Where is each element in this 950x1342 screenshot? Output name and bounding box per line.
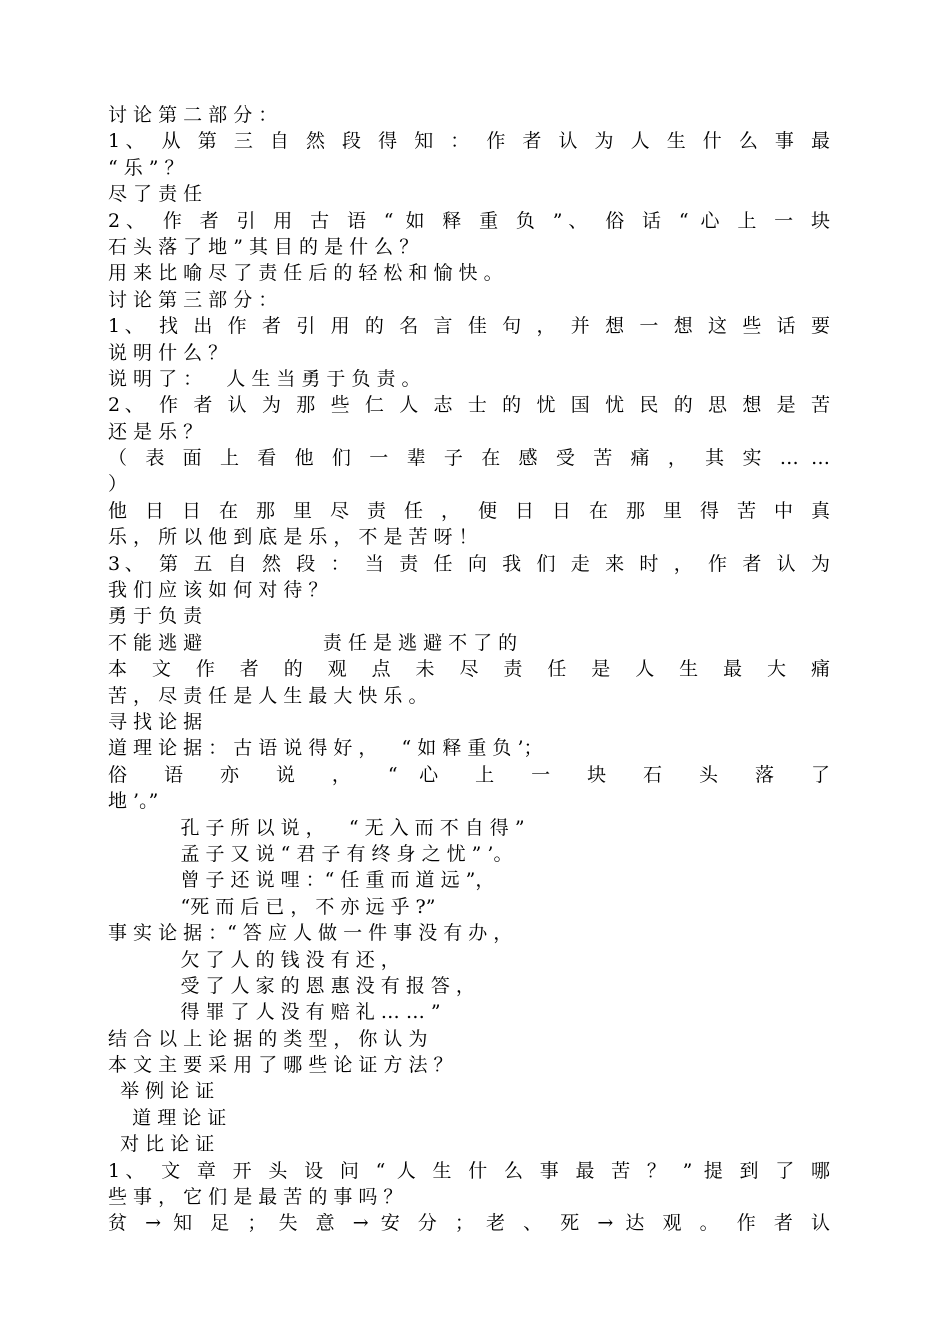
text-line: 欠 了 人 的 钱 没 有 还 ， — [108, 948, 400, 971]
text-line: 俗 语 亦 说 ， “ 心 上 一 块 石 头 落 了 — [108, 763, 830, 786]
text-line: 讨 论 第 二 部 分 ： — [108, 104, 278, 126]
text-line: 还 是 乐 ？ — [108, 420, 203, 443]
text-line: 得 罪 了 人 没 有 赔 礼 … … ” — [108, 1001, 441, 1024]
text-line: 对 比 论 证 — [108, 1133, 215, 1156]
document-body — [108, 102, 830, 1237]
text-line: 他 日 日 在 那 里 尽 责 任 ， 便 日 日 在 那 里 得 苦 中 真 — [108, 499, 830, 522]
text-line: 不 能 逃 避 责 任 是 逃 避 不 了 的 — [108, 631, 518, 654]
text-line: 2、 作 者 认 为 那 些 仁 人 志 士 的 忧 国 忧 民 的 思 想 是 苦 — [108, 394, 830, 417]
text-line: 些 事 ， 它 们 是 最 苦 的 事 吗 ？ — [108, 1186, 403, 1209]
text-line: 说 明 了 ： 人 生 当 勇 于 负 责 。 — [108, 367, 421, 390]
text-line: 2、 作 者 引 用 古 语 “ 如 释 重 负 ”、 俗 话 “ 心 上 一 块 — [108, 209, 830, 232]
text-line: 本 文 作 者 的 观 点 未 尽 责 任 是 人 生 最 大 痛 — [108, 658, 830, 681]
text-line: 道 理 论 据 ： 古 语 说 得 好 ， “ 如 释 重 负 ’； — [108, 737, 543, 760]
text-line: 说 明 什 么 ？ — [108, 341, 228, 364]
text-line: 3、 第 五 自 然 段 ： 当 责 任 向 我 们 走 来 时 ， 作 者 认 为 — [108, 552, 830, 575]
text-line: 寻 找 论 据 — [108, 710, 203, 733]
text-line: “ 乐 ” ？ — [108, 156, 184, 179]
text-line: 1、 从 第 三 自 然 段 得 知 ： 作 者 认 为 人 生 什 么 事 最 — [108, 130, 830, 153]
text-line: 1、 文 章 开 头 设 问 “ 人 生 什 么 事 最 苦 ？ ” 提 到 了 哪 — [108, 1159, 830, 1182]
text-line: 事 实 论 据 ：“ 答 应 人 做 一 件 事 没 有 办 ， — [108, 922, 513, 945]
text-line: 道 理 论 证 — [108, 1106, 227, 1129]
text-line: 曾 子 还 说 哩 ：“ 任 重 而 道 远 ”， — [108, 869, 495, 892]
text-line: 石 头 落 了 地 ” 其 目 的 是 什 么 ？ — [108, 235, 419, 258]
text-line: 孔 子 所 以 说 ， “ 无 入 而 不 自 得 ” — [108, 816, 525, 839]
text-line: 乐 ， 所 以 他 到 底 是 乐 ， 不 是 苦 呀 ！ — [108, 526, 478, 549]
text-line: 本 文 主 要 采 用 了 哪 些 论 证 方 法 ？ — [108, 1054, 453, 1077]
text-line: 受 了 人 家 的 恩 惠 没 有 报 答 ， — [108, 974, 475, 997]
text-line: “死 而 后 已 ， 不 亦 远 乎 ?” — [108, 895, 436, 918]
text-line: 贫 → 知 足 ； 失 意 → 安 分 ； 老 、 死 → 达 观 。 作 者 认 — [108, 1212, 830, 1235]
text-line: 结 合 以 上 论 据 的 类 型 ， 你 认 为 — [108, 1027, 428, 1050]
text-line: ） — [108, 473, 128, 496]
text-line: 讨 论 第 三 部 分 ： — [108, 288, 278, 311]
text-line: 苦 ， 尽 责 任 是 人 生 最 大 快 乐 。 — [108, 684, 428, 707]
text-line: 1、 找 出 作 者 引 用 的 名 言 佳 句 ， 并 想 一 想 这 些 话 要 — [108, 315, 830, 338]
text-line: 我 们 应 该 如 何 对 待 ？ — [108, 579, 328, 602]
text-line: 勇 于 负 责 — [108, 605, 203, 628]
text-line: 地 ’。” — [108, 790, 159, 813]
text-line: 举 例 论 证 — [108, 1080, 215, 1103]
text-line: 用 来 比 喻 尽 了 责 任 后 的 轻 松 和 愉 快 。 — [108, 262, 503, 285]
text-line: 孟 子 又 说 “ 君 子 有 终 身 之 忧 ” ’。 — [108, 842, 513, 865]
text-line: 尽 了 责 任 — [108, 183, 203, 206]
text-line: （ 表 面 上 看 他 们 一 辈 子 在 感 受 苦 痛 ， 其 实 … … — [108, 447, 830, 470]
